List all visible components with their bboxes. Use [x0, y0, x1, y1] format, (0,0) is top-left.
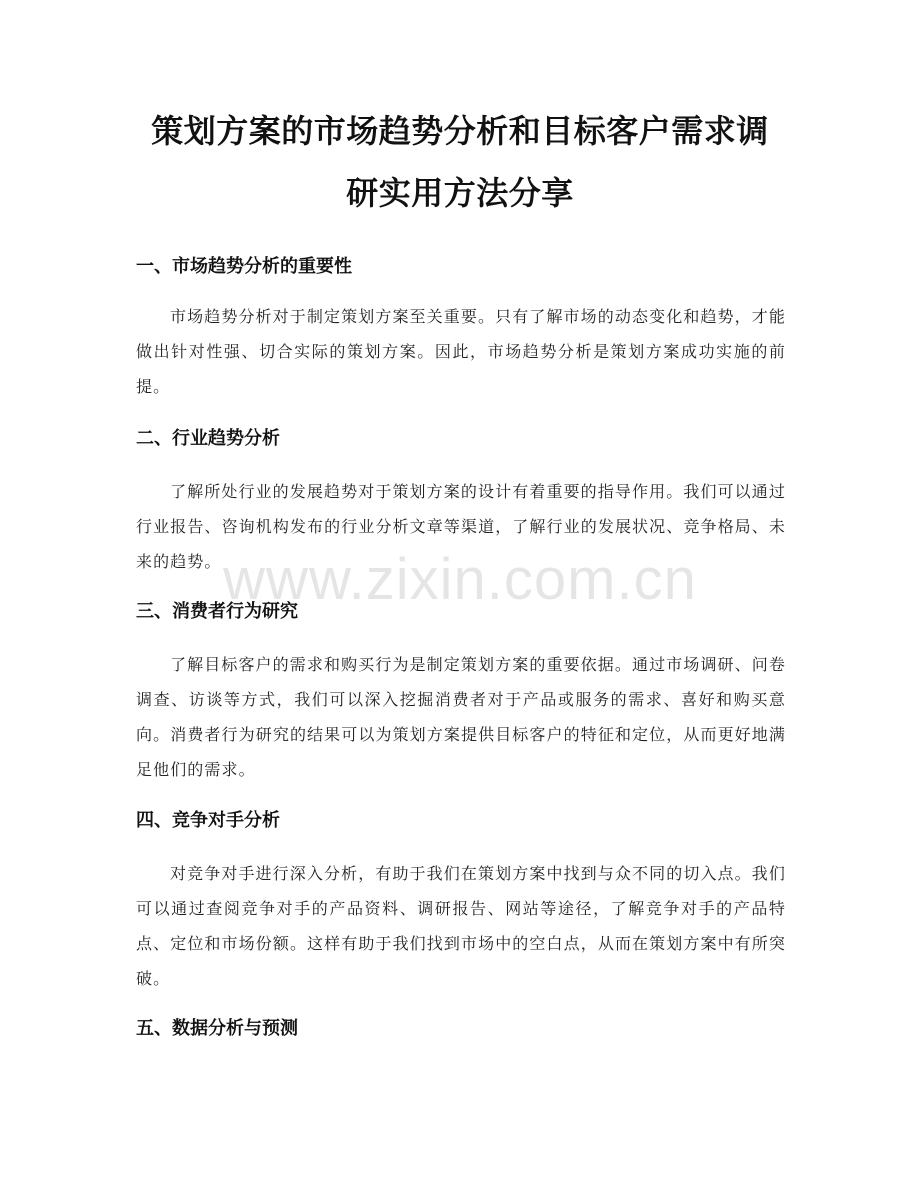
document-title-line-1: 策划方案的市场趋势分析和目标客户需求调: [151, 112, 769, 150]
section-heading-4: 四、竞争对手分析: [136, 810, 280, 831]
document-title-line-2: 研实用方法分享: [346, 174, 574, 212]
section-heading-5: 五、数据分析与预测: [136, 1018, 298, 1039]
section-paragraph-2: 了解所处行业的发展趋势对于策划方案的设计有着重要的指导作用。我们可以通过行业报告、咨询机构发布的行业分析文章等渠道，了解行业的发展状况、竞争格局、未来的趋势。: [136, 482, 786, 571]
watermark: www.zixin.com.cn: [223, 547, 697, 612]
section-heading-2: 二、行业趋势分析: [136, 428, 280, 449]
section-paragraph-3: 了解目标客户的需求和购买行为是制定策划方案的重要依据。通过市场调研、问卷调查、访谈等方式，我们可以深入挖掘消费者对于产品或服务的需求、喜好和购买意向。消费者行为研究的结果可以为策划方案提供目标客户的特征和定位，从而更好地满足他们的需求。: [136, 655, 786, 779]
section-paragraph-1: 市场趋势分析对于制定策划方案至关重要。只有了解市场的动态变化和趋势，才能做出针对性强、切合实际的策划方案。因此，市场趋势分析是策划方案成功实施的前提。: [136, 307, 786, 396]
section-paragraph-4: 对竞争对手进行深入分析，有助于我们在策划方案中找到与众不同的切入点。我们可以通过查阅竞争对手的产品资料、调研报告、网站等途径，了解竞争对手的产品特点、定位和市场份额。这样有助于我们找到市场中的空白点，从而在策划方案中有所突破。: [136, 864, 786, 988]
section-heading-1: 一、市场趋势分析的重要性: [136, 256, 352, 277]
section-heading-3: 三、消费者行为研究: [136, 601, 298, 622]
